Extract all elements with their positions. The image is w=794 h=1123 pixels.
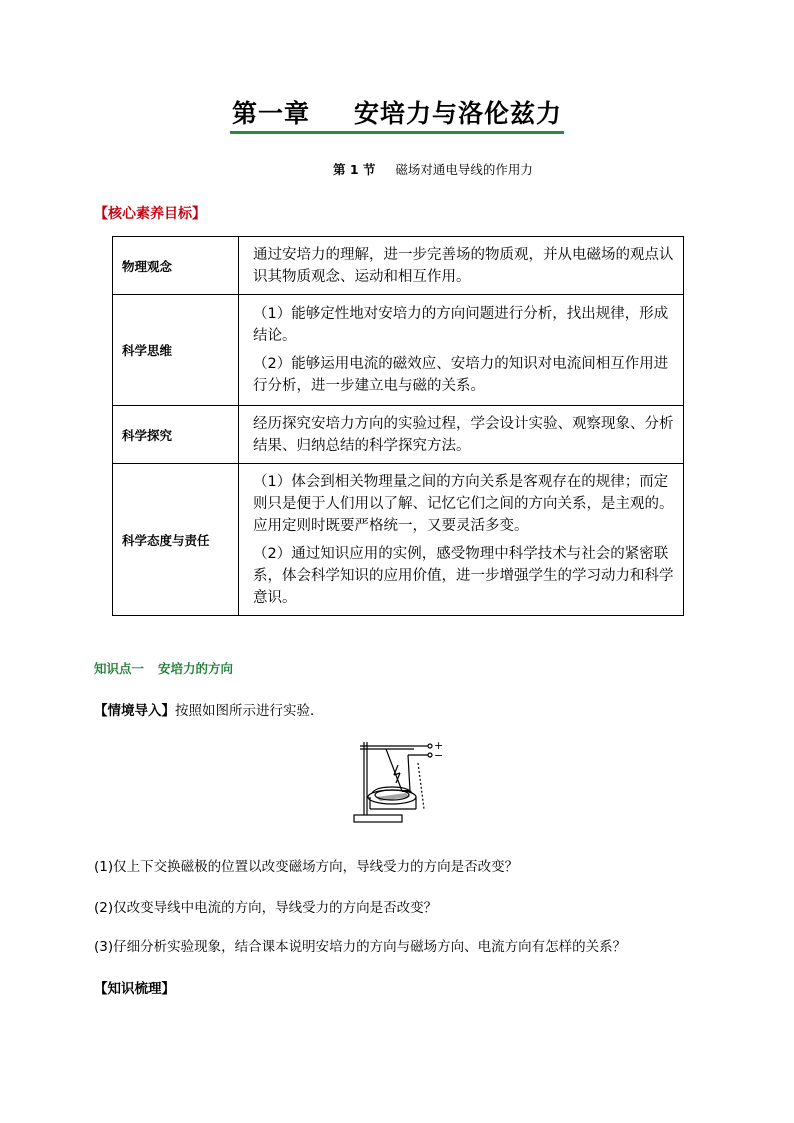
row-label: 物理观念 (113, 237, 239, 295)
scenario-text: 按照如图所示进行实验． (175, 703, 324, 719)
scenario-tag: 【情境导入】 (94, 703, 175, 719)
table-row (113, 406, 684, 464)
row-paragraph: （2）能够运用电流的磁效应、安培力的知识对电流间相互作用进行分析，进一步建立电与磁的关系。 (253, 356, 669, 394)
chapter-title (0, 94, 794, 134)
chapter-number: 第一章 (231, 99, 310, 128)
row-paragraph: （1）体会到相关物理量之间的方向关系是客观存在的规律；而定则只是便于人们用以了解、记忆它们之间的方向关系，是主观的。应用定则时既要严格统一，又要灵活多变。 (253, 473, 674, 534)
row-paragraph: 通过安培力的理解，进一步完善场的物质观，并从电磁场的观点认识其物质观念、运动和相互作用。 (253, 246, 674, 285)
row-content (239, 464, 684, 616)
row-paragraph: （2）通过知识应用的实例，感受物理中科学技术与社会的紧密联系，体会科学知识的应用价值，进一步增强学生的学习动力和科学意识。 (253, 545, 674, 606)
question-2: (2)仅改变导线中电流的方向，导线受力的方向是否改变？ (94, 900, 438, 916)
knowledge-point-title: 安培力的方向 (158, 661, 234, 676)
row-label: 科学态度与责任 (113, 464, 239, 616)
section-name: 磁场对通电导线的作用力 (395, 162, 533, 177)
ampere-apparatus-diagram (350, 735, 446, 829)
table-row (113, 237, 684, 295)
table-row (113, 295, 684, 406)
experiment-figure (350, 735, 446, 829)
section-number: 第 1 节 (333, 162, 376, 177)
row-paragraph: 经历探究安培力方向的实验过程，学会设计实验、观察现象、分析结果、归纳总结的科学探究方法。 (253, 415, 674, 454)
chapter-name: 安培力与洛伦兹力 (354, 99, 563, 128)
question-1: (1)仅上下交换磁极的位置以改变磁场方向，导线受力的方向是否改变？ (94, 859, 519, 875)
knowledge-point-number: 知识点一 (94, 661, 145, 676)
row-label: 科学思维 (113, 295, 239, 406)
plus-terminal: + (434, 739, 444, 752)
question-3: (3)仔细分析实验现象，结合课本说明安培力的方向与磁场方向、电流方向有怎样的关系？ (94, 939, 627, 955)
knowledge-point-heading (94, 659, 233, 677)
knowledge-summary-heading: 【知识梳理】 (94, 981, 175, 997)
table-row (113, 464, 684, 616)
row-paragraph: （1）能够定性地对安培力的方向问题进行分析，找出规律，形成结论。 (253, 306, 669, 344)
row-content (239, 237, 684, 295)
scenario-intro (94, 699, 324, 719)
goals-table (112, 236, 684, 616)
minus-terminal: − (434, 749, 444, 762)
row-label: 科学探究 (113, 406, 239, 464)
goals-heading: 【核心素养目标】 (94, 206, 206, 222)
section-title (333, 160, 533, 178)
row-content (239, 295, 684, 406)
row-content (239, 406, 684, 464)
